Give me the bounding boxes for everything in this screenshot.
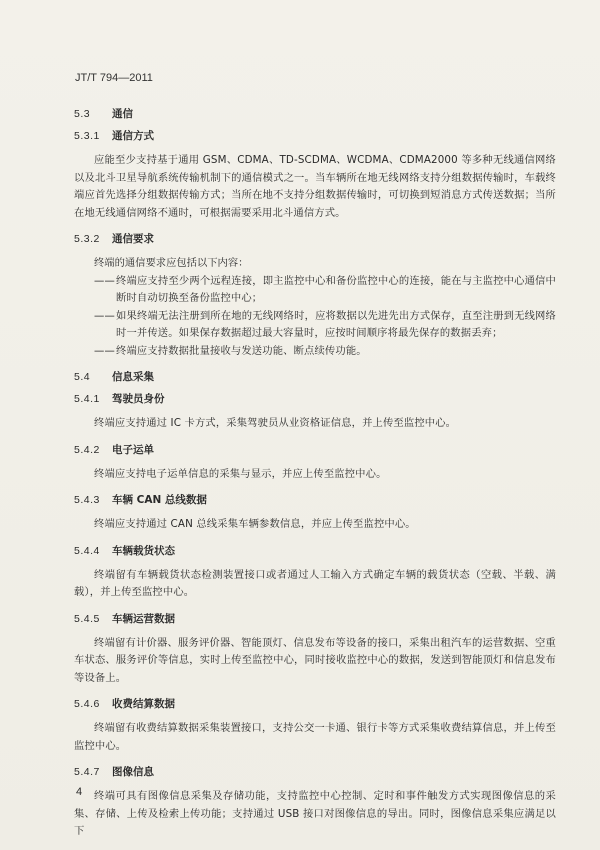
heading-5-3-2: 5.3.2 通信要求 [74, 233, 154, 245]
requirements-list [74, 273, 556, 361]
list-item: ——如果终端无法注册到所在地的无线网络时，应将数据以先进先出方式保存，直至注册到无线网络时一并传送。如果保存数据超过最大容量时，应按时间顺序将最先保存的数据丢弃； [94, 309, 556, 339]
heading-5-4-2: 5.4.2 电子运单 [74, 443, 154, 456]
paragraph-5-4-5: 终端留有计价器、服务评价器、智能顶灯、信息发布等设备的接口，采集出租汽车的运营数据、空重车状态、服务评价等信息，实时上传至监控中心，同时接收监控中心的数据，发送到智能顶灯和信息发布等设备上。 [74, 636, 556, 684]
heading-5-4-7: 5.4.7 图像信息 [74, 766, 154, 778]
paragraph-5-4-3: 终端应支持通过 CAN 总线采集车辆参数信息，并应上传至监控中心。 [94, 518, 416, 530]
heading-5-3-1: 5.3.1 通信方式 [74, 130, 154, 142]
paragraph-5-4-7: 终端可具有图像信息采集及存储功能，支持监控中心控制、定时和事件触发方式实现图像信息的采集、存储、上传及检索上传功能；支持通过 USB 接口对图像信息的导出。同时，图像信息采集应满足以下 [74, 790, 556, 837]
heading-5-4-4: 5.4.4 车辆载货状态 [74, 544, 175, 557]
paragraph-5-3-1: 应能至少支持基于通用 GSM、CDMA、TD-SCDMA、WCDMA、CDMA2000 等多种无线通信网络以及北斗卫星导航系统传输机制下的通信模式之一。当车辆所在地无线网络支持分组数据传输时，车载终端应首先选择分组数据传输方式；当所在地不支持分组数据传输时，可切换到短消息方式传送数据；当所在地无线通信网络不通时，可根据需要采用北斗通信方式。 [74, 154, 556, 219]
list-item: ——终端应支持至少两个远程连接，即主监控中心和备份监控中心的连接，能在与主监控中心通信中断时自动切换至备份监控中心； [94, 274, 556, 304]
paragraph-5-4-6: 终端留有收费结算数据采集装置接口，支持公交一卡通、银行卡等方式采集收费结算信息，并上传至监控中心。 [74, 722, 556, 752]
heading-5-3: 5.3 通信 [74, 108, 133, 120]
heading-5-4-1: 5.4.1 驾驶员身份 [74, 393, 165, 405]
heading-5-4-3: 5.4.3 车辆 CAN 总线数据 [74, 494, 207, 506]
heading-5-4: 5.4 信息采集 [74, 371, 154, 383]
list-item: ——终端应支持数据批量接收与发送功能、断点续传功能。 [94, 344, 367, 357]
paragraph-5-4-2: 终端应支持电子运单信息的采集与显示，并应上传至监控中心。 [94, 467, 387, 480]
paragraph-5-4-4: 终端留有车辆载货状态检测装置接口或者通过人工输入方式确定车辆的载货状态（空载、半载、满载），并上传至监控中心。 [74, 568, 556, 598]
heading-5-4-6: 5.4.6 收费结算数据 [74, 698, 175, 710]
standard-code: JT/T 794—2011 [75, 72, 153, 84]
paragraph-5-4-1: 终端应支持通过 IC 卡方式，采集驾驶员从业资格证信息，并上传至监控中心。 [94, 417, 457, 429]
document-body [74, 107, 556, 841]
paragraph-5-3-2-intro: 终端的通信要求应包括以下内容： [94, 257, 249, 269]
heading-5-4-5: 5.4.5 车辆运营数据 [74, 612, 175, 625]
page-number: 4 [76, 786, 83, 798]
